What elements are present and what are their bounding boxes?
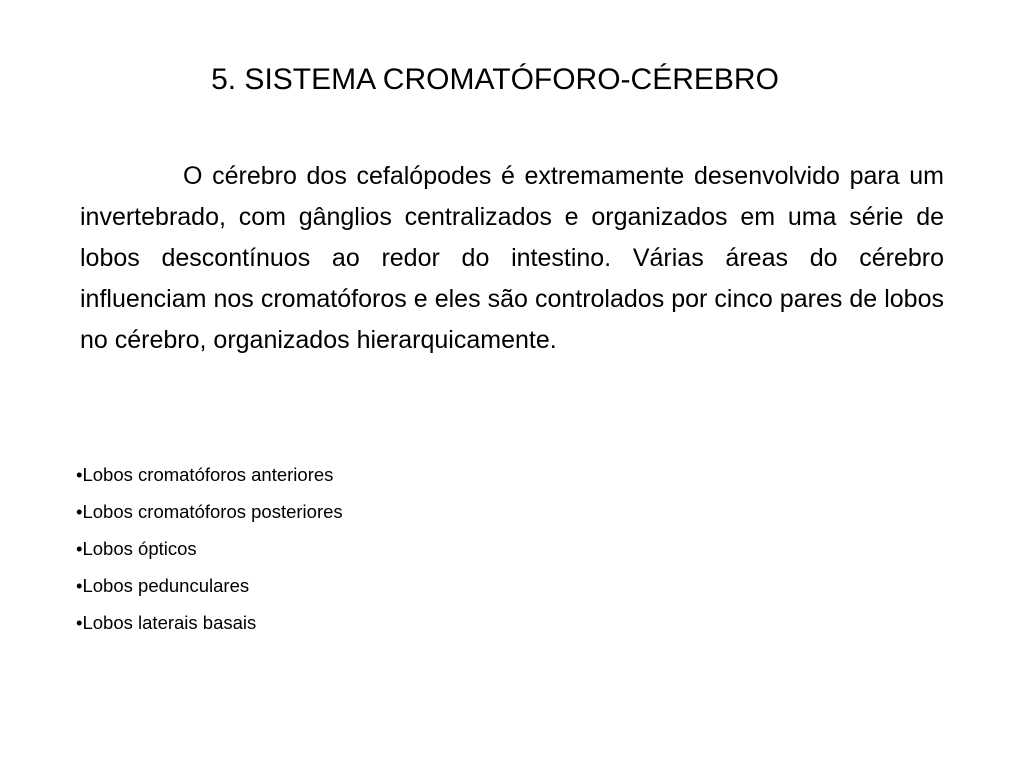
bullet-icon: • <box>76 612 83 633</box>
bullet-text: Lobos laterais basais <box>82 612 257 633</box>
bullet-item-laterais-basais <box>76 604 676 641</box>
bullet-icon: • <box>76 501 83 522</box>
bullet-icon: • <box>76 464 83 485</box>
bullet-text: Lobos pedunculares <box>82 575 250 596</box>
bullet-item-pedunculares <box>76 567 676 604</box>
bullet-icon: • <box>76 575 83 596</box>
bullet-icon: • <box>76 538 83 559</box>
body-paragraph: O cérebro dos cefalópodes é extremamente desenvolvido para um invertebrado, com gânglios centralizados e organizados em uma série de lobos descontínuos ao redor do intestino. Várias áreas do cérebro influenciam nos cromatóforos e eles são controlados por cinco pares de lobos no cérebro, organizados hierarquicamente. <box>80 162 944 354</box>
bullet-text: Lobos ópticos <box>82 538 197 559</box>
bullet-text: Lobos cromatóforos anteriores <box>82 464 334 485</box>
bullet-item-anterior <box>76 456 676 493</box>
slide-title: 5. SISTEMA CROMATÓFORO-CÉREBRO <box>211 63 779 96</box>
bullet-text: Lobos cromatóforos posteriores <box>82 501 343 522</box>
bullet-item-opticos <box>76 530 676 567</box>
bullet-list <box>76 456 676 641</box>
bullet-item-posterior <box>76 493 676 530</box>
